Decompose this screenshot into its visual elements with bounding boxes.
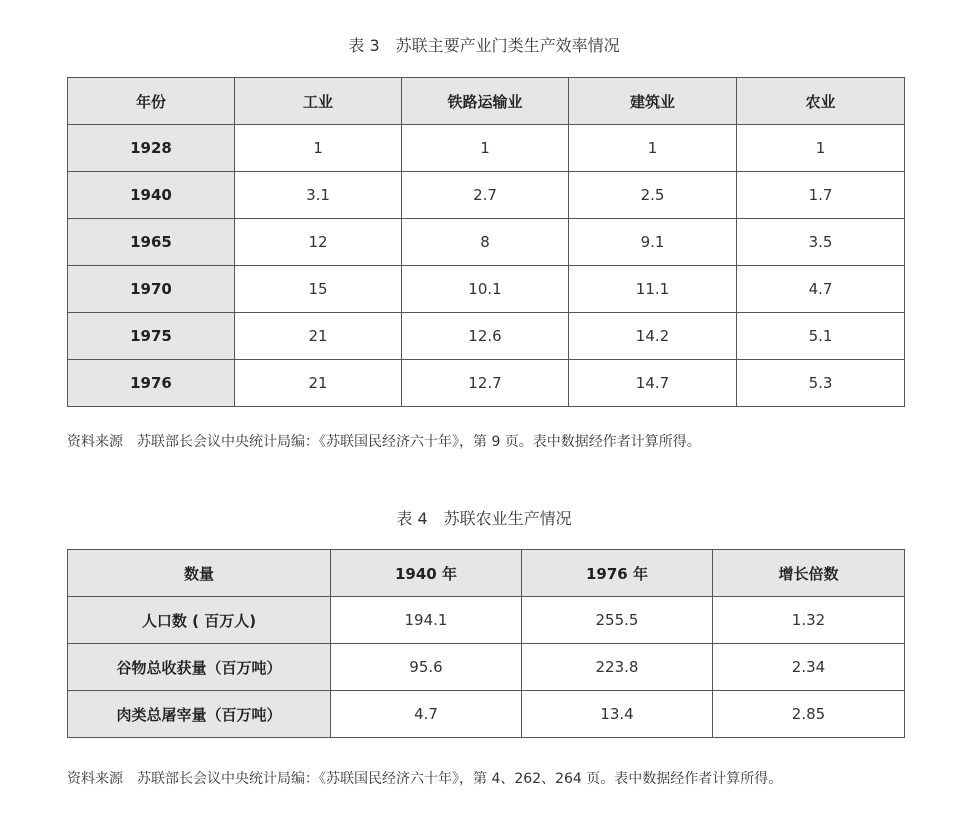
table-row — [68, 691, 905, 738]
table4-header-row — [68, 550, 905, 597]
table-cell: 10.1 — [402, 266, 569, 313]
table-cell: 9.1 — [569, 219, 737, 266]
table-cell: 21 — [235, 313, 402, 360]
table-cell: 1 — [235, 125, 402, 172]
table-cell: 4.7 — [331, 691, 522, 738]
table-cell: 12.6 — [402, 313, 569, 360]
table-row — [68, 597, 905, 644]
table-cell: 255.5 — [522, 597, 713, 644]
table-row — [68, 360, 905, 407]
table-cell: 1.32 — [713, 597, 905, 644]
table-cell: 21 — [235, 360, 402, 407]
table-cell: 8 — [402, 219, 569, 266]
table-cell: 223.8 — [522, 644, 713, 691]
table3-row-year: 1970 — [68, 266, 235, 313]
table-cell: 1 — [569, 125, 737, 172]
table-cell: 2.85 — [713, 691, 905, 738]
table-cell: 1 — [737, 125, 905, 172]
table4-row-label: 谷物总收获量（百万吨） — [68, 644, 331, 691]
table-row — [68, 644, 905, 691]
table3-row-year: 1940 — [68, 172, 235, 219]
table3-row-year: 1975 — [68, 313, 235, 360]
table3-productivity — [67, 77, 905, 407]
table-cell: 2.34 — [713, 644, 905, 691]
table-cell: 15 — [235, 266, 402, 313]
table4-agriculture — [67, 549, 905, 738]
table4-header-1976: 1976 年 — [522, 550, 713, 597]
table-cell: 14.7 — [569, 360, 737, 407]
table-cell: 3.5 — [737, 219, 905, 266]
table4-caption: 表 4 苏联农业生产情况 — [396, 509, 572, 528]
table-row — [68, 313, 905, 360]
table-cell: 3.1 — [235, 172, 402, 219]
table3-header-year: 年份 — [68, 78, 235, 125]
table-cell: 5.3 — [737, 360, 905, 407]
table4-source-note: 资料来源 苏联部长会议中央统计局编：《苏联国民经济六十年》，第 4、262、264 页。表中数据经作者计算所得。 — [67, 771, 783, 787]
table-cell: 1.7 — [737, 172, 905, 219]
table4-header-1940: 1940 年 — [331, 550, 522, 597]
table-row — [68, 266, 905, 313]
table3-source-note: 资料来源 苏联部长会议中央统计局编：《苏联国民经济六十年》，第 9 页。表中数据经作者计算所得。 — [67, 434, 701, 450]
table-cell: 95.6 — [331, 644, 522, 691]
table3-header-agriculture: 农业 — [737, 78, 905, 125]
table4-row-label: 肉类总屠宰量（百万吨） — [68, 691, 331, 738]
table3-header-railway: 铁路运输业 — [402, 78, 569, 125]
table-cell: 12 — [235, 219, 402, 266]
table3-row-year: 1965 — [68, 219, 235, 266]
table-row — [68, 125, 905, 172]
table-cell: 2.5 — [569, 172, 737, 219]
table3-row-year: 1928 — [68, 125, 235, 172]
table3-header-industry: 工业 — [235, 78, 402, 125]
table-row — [68, 172, 905, 219]
table-cell: 2.7 — [402, 172, 569, 219]
table3-header-row — [68, 78, 905, 125]
table4-header-growth: 增长倍数 — [713, 550, 905, 597]
table-cell: 11.1 — [569, 266, 737, 313]
table-cell: 5.1 — [737, 313, 905, 360]
table-cell: 194.1 — [331, 597, 522, 644]
table-cell: 14.2 — [569, 313, 737, 360]
table-row — [68, 219, 905, 266]
table3-row-year: 1976 — [68, 360, 235, 407]
table-cell: 12.7 — [402, 360, 569, 407]
table-cell: 1 — [402, 125, 569, 172]
table-cell: 13.4 — [522, 691, 713, 738]
table4-row-label: 人口数 ( 百万人) — [68, 597, 331, 644]
table-cell: 4.7 — [737, 266, 905, 313]
table3-caption: 表 3 苏联主要产业门类生产效率情况 — [348, 36, 620, 55]
table3-header-construction: 建筑业 — [569, 78, 737, 125]
table4-header-quantity: 数量 — [68, 550, 331, 597]
